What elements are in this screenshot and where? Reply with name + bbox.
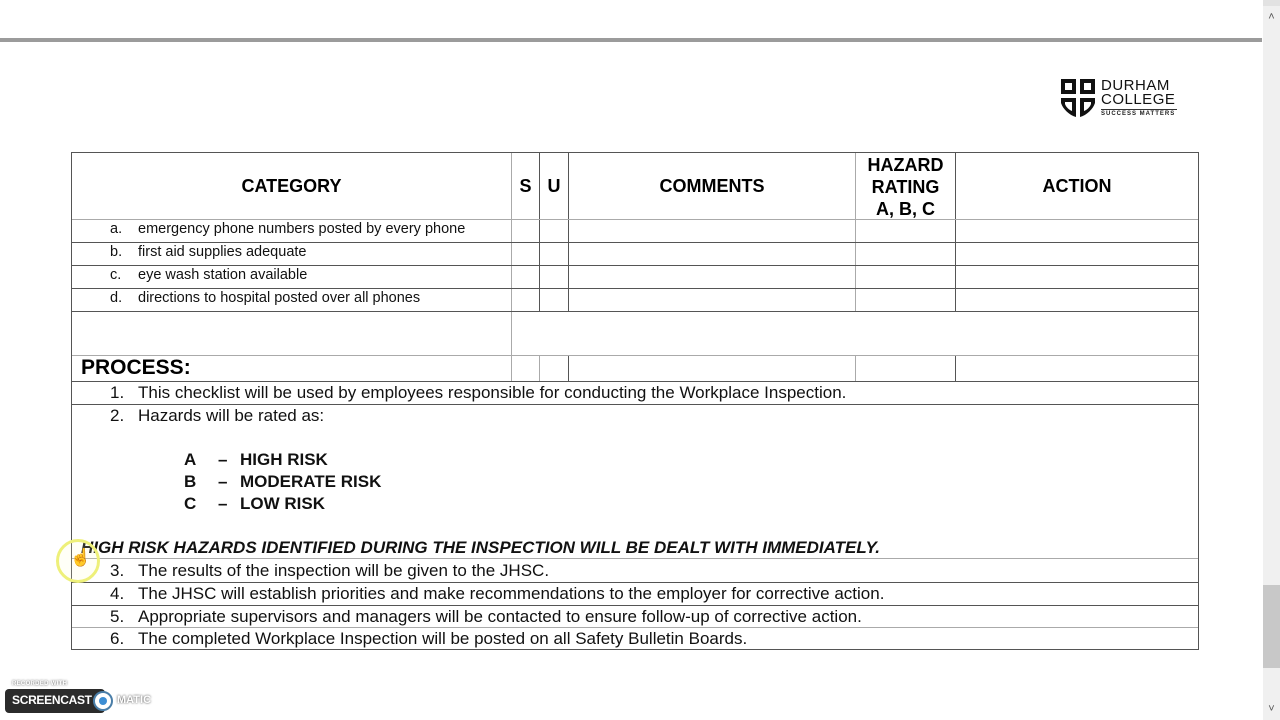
header-hazard-line3: A, B, C	[875, 199, 935, 219]
header-u: U	[547, 176, 561, 196]
watermark-brand: SCREENCAST	[12, 693, 92, 707]
col-divider	[539, 355, 540, 381]
scroll-up-arrow-icon[interactable]: ˄	[1268, 11, 1275, 23]
row-divider	[72, 311, 1198, 312]
scrollbar-thumb[interactable]	[1263, 585, 1280, 668]
header-category: CATEGORY	[241, 176, 342, 196]
header-comments: COMMENTS	[659, 176, 765, 196]
shield-logo-icon	[1061, 79, 1095, 117]
logo-name-line2: COLLEGE	[1101, 91, 1176, 108]
row-divider	[72, 627, 1198, 628]
row-divider	[72, 355, 1198, 356]
col-divider	[568, 355, 569, 381]
step-text: The completed Workplace Inspection will be posted on all Safety Bulletin Boards.	[138, 629, 748, 648]
step-text: The results of the inspection will be given to the JHSC.	[138, 561, 550, 580]
inspection-checklist-table	[71, 152, 1199, 650]
vertical-scrollbar[interactable]	[1263, 0, 1280, 720]
item-letter: d.	[110, 290, 123, 306]
rating-label: MODERATE RISK	[240, 472, 382, 491]
record-dot-icon	[93, 691, 113, 711]
row-divider	[72, 558, 1198, 559]
rating-dash: –	[218, 472, 228, 491]
row-divider	[72, 288, 1198, 289]
row-divider	[72, 404, 1198, 405]
step-text: Hazards will be rated as:	[138, 406, 325, 425]
row-divider	[72, 265, 1198, 266]
scrollbar-top-cap	[1263, 0, 1280, 6]
step-text: Appropriate supervisors and managers will be contacted to ensure follow-up of corrective action.	[138, 607, 862, 626]
row-divider	[72, 582, 1198, 583]
step-text: This checklist will be used by employees responsible for conducting the Workplace Inspection.	[138, 383, 847, 402]
item-text: eye wash station available	[138, 267, 308, 283]
header-s: S	[519, 176, 532, 196]
scroll-down-arrow-icon[interactable]: ˅	[1268, 703, 1275, 715]
item-text: emergency phone numbers posted by every phone	[138, 221, 466, 237]
hand-pointer-icon: ☝	[70, 548, 92, 567]
item-text: directions to hospital posted over all phones	[138, 290, 421, 306]
rating-label: LOW RISK	[240, 494, 325, 513]
step-number: 3.	[110, 561, 125, 580]
step-number: 5.	[110, 607, 125, 626]
step-number: 2.	[110, 406, 125, 425]
step-number: 1.	[110, 383, 125, 402]
row-divider	[72, 242, 1198, 243]
rating-dash: –	[218, 450, 228, 469]
item-text: first aid supplies adequate	[138, 244, 307, 260]
screencast-watermark	[5, 681, 165, 717]
rating-letter: A	[184, 450, 197, 469]
row-divider	[72, 219, 1198, 220]
row-divider	[72, 605, 1198, 606]
logo-name	[1101, 79, 1175, 107]
step-number: 4.	[110, 584, 125, 603]
header-hazard-rating	[856, 154, 955, 220]
process-title: PROCESS:	[81, 356, 191, 379]
watermark-recorded-label: RECORDED WITH	[12, 681, 68, 687]
col-divider	[855, 355, 856, 381]
logo-name-line1: DURHAM	[1101, 77, 1170, 94]
rating-label: HIGH RISK	[240, 450, 328, 469]
col-divider	[955, 355, 956, 381]
high-risk-warning: HIGH RISK HAZARDS IDENTIFIED DURING THE INSPECTION WILL BE DEALT WITH IMMEDIATELY.	[81, 538, 880, 557]
header-hazard-line1: HAZARD	[867, 155, 944, 175]
logo-tagline: SUCCESS MATTERS	[1101, 111, 1176, 117]
rating-dash: –	[218, 494, 228, 513]
watermark-brand-suffix: MATIC	[117, 694, 152, 706]
header-action: ACTION	[1042, 176, 1112, 196]
item-letter: a.	[110, 221, 123, 237]
rating-letter: C	[184, 494, 197, 513]
durham-college-logo	[1061, 79, 1181, 119]
rating-letter: B	[184, 472, 197, 491]
item-letter: c.	[110, 267, 122, 283]
row-divider	[72, 381, 1198, 382]
item-letter: b.	[110, 244, 123, 260]
logo-rule	[1101, 109, 1177, 110]
step-text: The JHSC will establish priorities and make recommendations to the employer for corrective action.	[138, 584, 885, 603]
page-separator	[0, 38, 1262, 42]
header-hazard-line2: RATING	[871, 177, 940, 197]
step-number: 6.	[110, 629, 125, 648]
